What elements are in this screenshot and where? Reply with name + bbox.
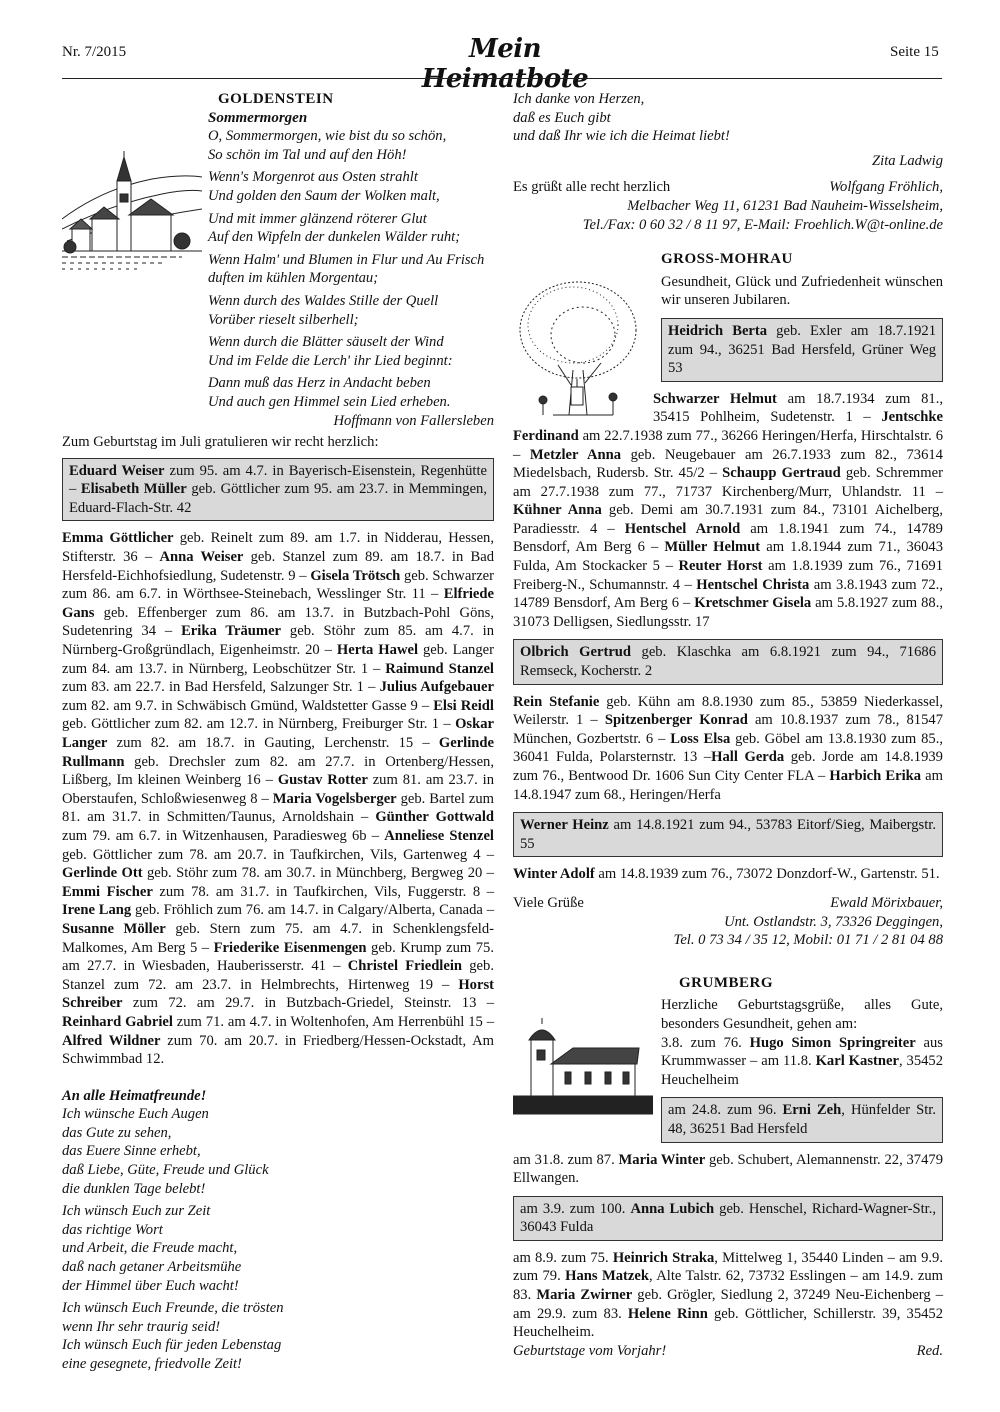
birthday-details: am 3.9. zum 100.: [520, 1200, 631, 1217]
person-name: Elsi Reidl: [433, 697, 494, 714]
poem-line: Und mit immer glänzend röterer Glut: [208, 210, 427, 227]
birthday-details: zum 83. am 22.7. in Bad Hersfeld, Salzunger Str. 1 –: [62, 679, 380, 696]
poem-heimatfreunde: [62, 1087, 494, 1374]
person-name: Oskar Langer: [62, 716, 494, 751]
person-name: Hentschel Arnold: [624, 520, 741, 537]
author-contact: Tel. 0 73 34 / 35 12, Mobil: 01 71 / 2 81 04 88: [673, 932, 943, 949]
person-name: Horst Schreiber: [62, 976, 494, 1012]
greeting-text: Es grüßt alle recht herzlich: [513, 179, 671, 196]
poem-line: das Gute zu sehen,: [62, 1124, 172, 1141]
birthday-details: , Hünfelder Str. 48, 36251 Bad Hersfeld: [668, 1102, 937, 1137]
birthday-list: [62, 529, 494, 1068]
author-name: Ewald Mörixbauer,: [830, 894, 943, 911]
person-name: Elisabeth Müller: [80, 481, 187, 498]
birthday-list: [513, 693, 943, 805]
birthday-details: zum 82. am 18.7. in Gauting, Lerchenstr. 15 –: [107, 735, 439, 751]
birthday-details: geb. Neugebauer am 26.7.1933 zum 82., 73614 Miedelsbach, Rudersb. Str. 45/2 –: [513, 446, 943, 482]
poem-line: Ich wünsch Euch Freunde, die trösten: [62, 1300, 284, 1317]
highlight-box-birthday: [513, 1196, 943, 1241]
birthday-details: am 8.9. zum 75.: [513, 1249, 613, 1266]
birthday-details: zum 72. am 29.7. in Butzbach-Griedel, Steinstr. 13 –: [122, 995, 494, 1012]
birthday-details: am 18.7.1934 zum 81., 35415 Pohlheim, Sudetenstr. 1 –: [653, 390, 943, 426]
birthday-details: zum 81. am 23.7. in Oberstaufen, Schloßwiesenweg 8 –: [62, 772, 494, 807]
birthday-details: am 24.8. zum 96.: [668, 1102, 783, 1119]
person-name: Hentschel Christa: [696, 576, 810, 593]
author-address: Unt. Ostlandstr. 3, 73326 Deggingen,: [724, 913, 943, 930]
poem-line: Auf den Wipfeln der dunkelen Wälder ruht;: [208, 229, 461, 246]
tree-icon: [513, 275, 653, 425]
birthday-details: aus Krummwasser – am 11.8.: [661, 1034, 943, 1070]
birthday-details: geb. Bartel zum 81. am 31.7. in Schmitten/Taunus, Arnoldshain –: [62, 790, 495, 826]
poem-title: Sommermorgen: [208, 109, 308, 126]
section-intro: Herzliche Geburtstagsgrüße, alles Gute, besonders Gesundheit, gehen am:: [661, 997, 943, 1032]
birthday-details: am 1.8.1944 zum 71., 36043 Fulda, Am Stockacker 5 –: [513, 539, 943, 575]
header-rule: [62, 78, 942, 79]
poem-line: Und im Felde die Lerch' ihr Lied beginnt:: [208, 352, 453, 369]
poem-line: Wenn durch die Blätter säuselt der Wind: [208, 334, 444, 351]
poem-line: die dunklen Tage belebt!: [62, 1180, 206, 1197]
person-name: Julius Aufgebauer: [379, 679, 494, 696]
birthday-details: geb. Göttlicher zum 78. am 20.7. in Taufkirchen, Vils, Gartenweg 4 –: [62, 846, 494, 863]
poem-stanza: [62, 1299, 494, 1373]
poem-line: eine gesegnete, friedvolle Zeit!: [62, 1356, 242, 1372]
person-name: Loss Elsa: [670, 730, 731, 747]
birthday-list: [513, 865, 943, 884]
page-number: Seite 15: [890, 44, 939, 60]
person-name: Gustav Rotter: [277, 772, 368, 789]
birthday-details: geb. Exler am 18.7.1921 zum 94., 36251 Bad Hersfeld, Grüner Weg 53: [668, 322, 936, 377]
person-name: Olbrich Gertrud: [520, 644, 632, 661]
poem-line: Ich wünsche Euch Augen: [62, 1106, 209, 1123]
person-name: Werner Heinz: [520, 817, 609, 834]
person-name: Karl Kastner: [815, 1053, 899, 1070]
person-name: Emmi Fischer: [62, 883, 153, 900]
chapel-icon: [513, 1018, 653, 1118]
author-name: Wolfgang Fröhlich,: [829, 179, 943, 196]
birthday-details: geb. Fröhlich zum 76. am 14.7. in Calgary/Alberta, Canada –: [131, 902, 494, 919]
poem-line: Wenn's Morgenrot aus Osten strahlt: [208, 169, 418, 186]
birthday-details: am 14.8.1947 zum 68., Heringen/Herfa: [513, 768, 944, 803]
tree-illustration: [513, 275, 653, 425]
poem-line: Ich danke von Herzen,: [513, 91, 645, 107]
poem-stanzas: [62, 1105, 494, 1373]
poem-line: Ich wünsch Euch für jeden Lebenstag: [62, 1337, 282, 1354]
birthday-details: am 5.8.1927 zum 88., 31073 Delligsen, Siedlungsstr. 17: [513, 595, 944, 630]
birthday-details: am 14.8.1921 zum 94., 53783 Eitorf/Sieg, Maibergstr. 55: [520, 817, 936, 852]
right-column: [513, 90, 943, 1360]
poem-line: Dann muß das Herz in Andacht beben: [208, 375, 431, 392]
birthday-details: geb. Schubert, Alemannenstr. 22, 37479 Ellwangen.: [513, 1151, 943, 1187]
church-village-icon: [62, 149, 202, 279]
poem-line: daß nach getaner Arbeitsmühe: [62, 1259, 242, 1276]
person-name: Helene Rinn: [627, 1305, 708, 1322]
poem-stanza: [62, 1105, 494, 1198]
person-name: Jentschke Ferdinand: [513, 409, 943, 444]
masthead-logo: Mein Heimatbote: [421, 34, 589, 94]
chapel-illustration: [513, 1018, 653, 1118]
greeting-block: [513, 894, 943, 950]
section-title-gross-mohrau: GROSS-MOHRAU: [661, 251, 793, 268]
poem-line: das Euere Sinne erhebt,: [62, 1143, 201, 1160]
birthday-details: zum 82. am 9.7. in Schwäbisch Gmünd, Waldstetter Gasse 9 –: [62, 697, 434, 714]
birthday-list: [661, 1034, 943, 1090]
birthday-list: [513, 1249, 943, 1342]
person-name: Hans Matzek: [565, 1268, 649, 1285]
poem-line: das richtige Wort: [62, 1221, 163, 1238]
person-name: Harbich Erika: [829, 768, 922, 784]
author-address: Melbacher Weg 11, 61231 Bad Nauheim-Wisselsheim,: [627, 197, 943, 214]
birthday-details: geb. Göbel am 13.8.1930 zum 85., 36041 Fulda, Polarsternstr. 13 –: [513, 730, 943, 766]
poem-line: der Himmel über Euch wacht!: [62, 1277, 239, 1294]
person-name: Winter Adolf: [513, 866, 595, 883]
person-name: Günther Gottwald: [375, 809, 494, 826]
person-name: Schwarzer Helmut: [653, 390, 777, 407]
birthday-details: geb. Stöhr zum 85. am 4.7. in Nürnberg-Großgründlach, Eigenheimstr. 20 –: [62, 623, 494, 659]
birthday-details: geb. Schwarzer zum 86. am 6.7. in Wörthsee-Steinebach, Wesslinger Str. 11 –: [62, 567, 495, 603]
poem-line: daß es Euch gibt: [513, 109, 611, 126]
birthday-details: geb. Effenberger zum 86. am 13.7. in Butzbach-Pohl Göns, Sudetenring 34 –: [62, 604, 494, 640]
person-name: Emma Göttlicher: [62, 530, 174, 547]
birthday-details: am 3.8.1943 zum 72., 14789 Bensdorf, Am Berg 6 –: [513, 576, 943, 612]
person-name: Spitzenberger Konrad: [604, 712, 748, 729]
person-name: Heidrich Berta: [668, 322, 768, 339]
person-name: Maria Winter: [618, 1151, 706, 1168]
section-title-goldenstein: GOLDENSTEIN: [218, 91, 334, 107]
birthday-details: geb. Krump zum 75. am 27.7. in Wiesbaden, Hauberisserstr. 41 –: [62, 939, 494, 975]
birthday-details: am 31.8. zum 87.: [513, 1151, 619, 1168]
person-name: Anna Weiser: [159, 549, 244, 566]
birthday-details: zum 95. am 4.7. in Bayerisch-Eisenstein, Regenhütte –: [69, 462, 487, 498]
poem-line: Wenn Halm' und Blumen in Flur und Au Frisch: [208, 251, 485, 268]
highlight-box-birthday: [62, 458, 494, 522]
person-name: Maria Vogelsberger: [272, 790, 397, 807]
birthday-list: [513, 390, 943, 632]
person-name: Metzler Anna: [529, 446, 622, 463]
person-name: Gisela Trötsch: [310, 567, 401, 584]
person-name: Erika Träumer: [181, 623, 282, 640]
poem-line: Und auch gen Himmel sein Lied erheben.: [208, 393, 451, 410]
section-title-grumberg: GRUMBERG: [679, 974, 773, 991]
birthday-details: zum 71. am 4.7. in Woltenhofen, Am Herrenbühl 15 –: [172, 1013, 494, 1030]
person-name: Christel Friedlein: [347, 958, 463, 975]
birthday-details: am 1.8.1939 zum 76., 71691 Freiberg-N., Schumannstr. 4 –: [513, 558, 943, 593]
poem-title: An alle Heimatfreunde!: [62, 1087, 207, 1104]
person-name: Susanne Möller: [62, 920, 166, 937]
person-name: Schaupp Gertraud: [722, 465, 841, 482]
person-name: Müller Helmut: [664, 539, 761, 556]
birthday-details: am 14.8.1939 zum 76., 73072 Donzdorf-W., Gartenstr. 51.: [594, 866, 940, 883]
footer-signature: Red.: [916, 1342, 943, 1359]
birthday-details: , 35452 Heuchelheim: [661, 1053, 944, 1088]
footer-note: Geburtstage vom Vorjahr!: [513, 1342, 667, 1359]
person-name: Elfriede Gans: [62, 586, 494, 621]
person-name: Hall Gerda: [711, 749, 785, 766]
issue-number: Nr. 7/2015: [62, 44, 127, 60]
highlight-box-birthday: [513, 812, 943, 857]
birthday-details: geb. Kühn am 8.8.1930 zum 85., 53859 Niederkassel, Weilerstr. 1 –: [513, 693, 943, 729]
poem-line: daß Liebe, Güte, Freude und Glück: [62, 1162, 269, 1179]
poem-line: O, Sommermorgen, wie bist du so schön,: [208, 128, 447, 145]
person-name: Anna Lubich: [630, 1200, 715, 1217]
poem-author: Zita Ladwig: [872, 152, 943, 169]
section-footer: [513, 1342, 943, 1361]
person-name: Kühner Anna: [513, 502, 602, 519]
left-column: [62, 90, 494, 1378]
birthday-details: geb. Langer zum 84. am 13.7. in Nürnberg, Leobschützer Str. 1 –: [62, 642, 494, 677]
person-name: Hugo Simon Springreiter: [749, 1034, 916, 1051]
birthday-details: geb. Stern zum 75. am 4.7. in Schenklengsfeld-Malkomes, Am Berg 5 –: [62, 920, 495, 956]
poem-line: duften im kühlen Morgentau;: [208, 270, 379, 287]
person-name: Erni Zeh: [782, 1102, 842, 1119]
poem-line: wenn Ihr sehr traurig seid!: [62, 1318, 221, 1335]
birthday-details: , Mittelweg 1, 35440 Linden – am 9.9. zum 79.: [513, 1249, 943, 1285]
poem-end: [513, 90, 943, 170]
greeting-block: [513, 178, 943, 234]
person-name: Raimund Stanzel: [385, 660, 494, 677]
person-name: Rein Stefanie: [513, 693, 600, 710]
birthday-details: geb. Schremmer am 27.7.1938 zum 77., 71737 Kirchenberg/Murr, Uhlandstr. 11 –: [513, 465, 943, 500]
birthday-details: geb. Drechsler zum 82. am 27.7. in Ortenberg/Hessen, Lißberg, Im kleinen Weinberg 16 –: [62, 753, 494, 789]
birthday-details: am 1.8.1941 zum 74., 14789 Bensdorf, Am Berg 6 –: [513, 520, 943, 556]
birthday-details: geb. Göttlicher zum 82. am 12.7. in Nürnberg, Freiburger Str. 1 –: [62, 716, 456, 733]
poem-line: Und golden den Saum der Wolken malt,: [208, 187, 440, 204]
poem-line: Vorüber rieselt silberhell;: [208, 311, 359, 328]
poem-author: Hoffmann von Fallersleben: [333, 412, 494, 429]
poem-line: und Arbeit, die Freude macht,: [62, 1240, 238, 1257]
person-name: Reinhard Gabriel: [62, 1013, 173, 1030]
person-name: Eduard Weiser: [69, 462, 165, 479]
person-name: Herta Hawel: [336, 642, 419, 659]
birthday-details: geb. Reinelt zum 89. am 1.7. in Nidderau, Hessen, Stifterstr. 36 –: [62, 530, 494, 566]
birthday-details: , Alte Talstr. 62, 73732 Esslingen – am 14.9. zum 83.: [513, 1268, 943, 1304]
birthday-details: geb. Demi am 30.7.1931 zum 84., 73101 Aichelberg, Paradiesstr. 4 –: [513, 502, 943, 537]
person-name: Irene Lang: [62, 902, 132, 919]
person-name: Alfred Wildner: [62, 1032, 161, 1049]
person-name: Friederike Eisenmengen: [213, 939, 367, 956]
highlight-box-birthday: [661, 318, 943, 382]
person-name: Kretschmer Gisela: [694, 595, 812, 612]
church-village-illustration: [62, 149, 202, 279]
birthday-details: geb. Stanzel zum 89. am 18.7. in Bad Hersfeld-Eichhofsiedlung, Sudetenstr. 9 –: [62, 549, 494, 584]
birthday-details: geb. Stöhr zum 78. am 30.7. in Münchberg, Bergweg 20 –: [142, 865, 494, 882]
poem-line: So schön im Tal und auf den Höh!: [208, 146, 407, 163]
person-name: Anneliese Stenzel: [384, 827, 494, 844]
poem-line: Ich wünsch Euch zur Zeit: [62, 1203, 211, 1220]
author-contact: Tel./Fax: 0 60 32 / 8 11 97, E-Mail: Froehlich.W@t-online.de: [582, 216, 943, 233]
birthday-details: geb. Göttlicher zum 95. am 23.7. in Memmingen, Eduard-Flach-Str. 42: [69, 481, 488, 516]
greeting-text: Viele Grüße: [513, 894, 584, 911]
birthday-details: zum 79. am 6.7. in Witzenhausen, Paradiesweg 6b –: [62, 827, 385, 844]
highlight-box-birthday: [661, 1097, 943, 1142]
person-name: Reuter Horst: [678, 558, 763, 575]
person-name: Maria Zwirner: [536, 1287, 633, 1304]
birthday-details: geb. Göttlicher, Schillerstr. 39, 35452 Heuchelheim.: [513, 1305, 944, 1341]
birthday-details: zum 78. am 31.7. in Taufkirchen, Vils, Fuggerstr. 8 –: [152, 883, 494, 900]
poem-line: und daß Ihr wie ich die Heimat liebt!: [513, 128, 730, 145]
birthday-details: geb. Jorde am 14.8.1939 zum 76., Bentwood Dr. 1606 Sun City Center FLA –: [513, 749, 943, 784]
birthday-details: am 10.8.1937 zum 78., 81547 München, Gozbertstr. 6 –: [513, 712, 943, 747]
birthday-details: geb. Stanzel zum 72. am 23.7. in Helmbrechts, Hirtenweg 19 –: [62, 958, 494, 993]
person-name: Heinrich Straka: [612, 1249, 715, 1266]
birthday-intro: Zum Geburtstag im Juli gratulieren wir recht herzlich:: [62, 434, 379, 451]
birthday-details: 3.8. zum 76.: [661, 1034, 750, 1051]
poem-stanza: [62, 1202, 494, 1295]
person-name: Gerlinde Rullmann: [62, 735, 494, 770]
birthday-details: geb. Henschel, Richard-Wagner-Str., 36043 Fulda: [520, 1200, 936, 1236]
person-name: Gerlinde Ott: [62, 865, 143, 882]
birthday-details: geb. Grögler, Siedlung 2, 37249 Neu-Eichenberg – am 29.9. zum 83.: [513, 1287, 943, 1322]
birthday-details: geb. Klaschka am 6.8.1921 zum 94., 71686 Remseck, Kocherstr. 2: [520, 644, 936, 680]
birthday-details: am 22.7.1938 zum 77., 36266 Heringen/Herfa, Hirschtalstr. 6 –: [513, 427, 943, 463]
birthday-details: zum 70. am 20.7. in Friedberg/Hessen-Ockstadt, Am Schwimmbad 12.: [62, 1032, 494, 1068]
birthday-list: [513, 1151, 943, 1188]
section-intro: Gesundheit, Glück und Zufriedenheit wünschen wir unseren Jubilaren.: [661, 273, 943, 309]
highlight-box-birthday: [513, 639, 943, 684]
poem-line: Wenn durch des Waldes Stille der Quell: [208, 292, 439, 309]
